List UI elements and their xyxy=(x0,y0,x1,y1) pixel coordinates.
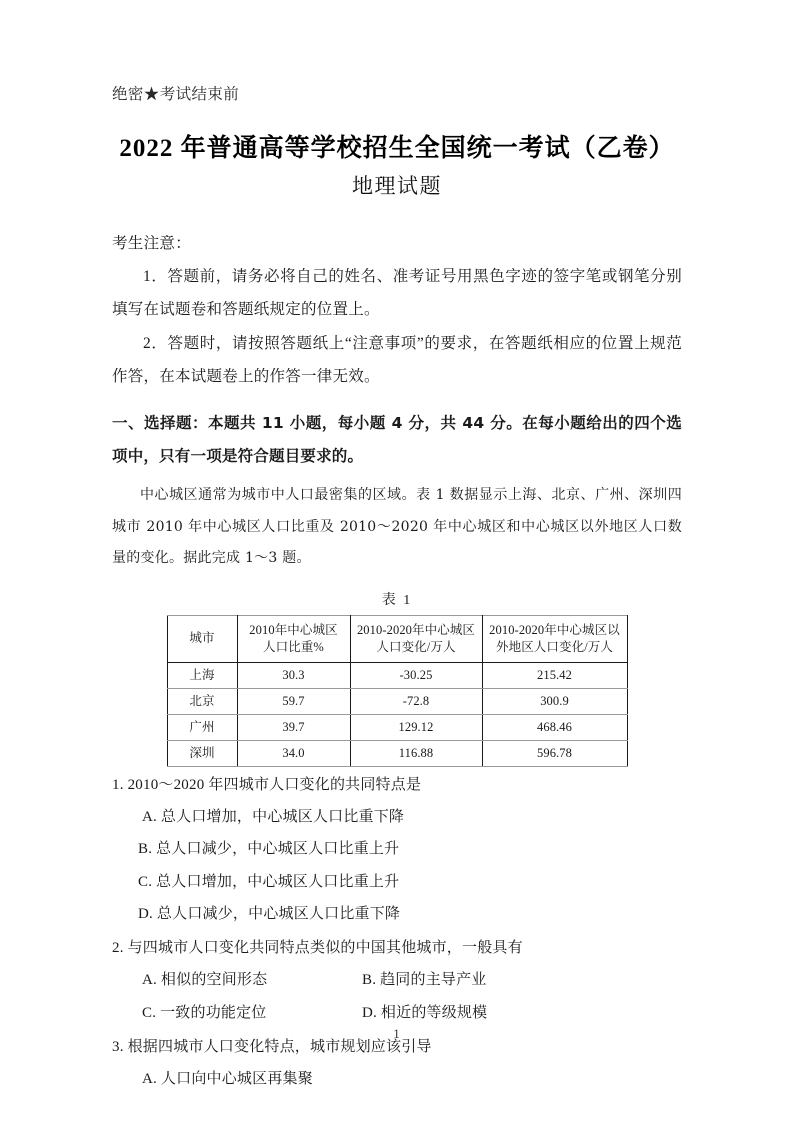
notice-label: 考生注意： xyxy=(112,234,192,252)
page-content xyxy=(112,0,682,1095)
question-3-option-a[interactable]: A. 人口向中心城区再集聚 xyxy=(142,1071,313,1088)
section-heading-multiple-choice: 一、选择题：本题共 11 小题，每小题 4 分，共 44 分。在每小题给出的四个选项中，只有一项是符合题目要求的。 xyxy=(112,414,682,465)
question-1 xyxy=(112,769,682,930)
table-cell-ratio: 59.7 xyxy=(237,688,350,714)
table-header-ratio-line2: 人口比重% xyxy=(263,639,324,654)
subject-title: 地理试题 xyxy=(352,174,442,199)
question-1-option-d[interactable]: D. 总人口减少，中心城区人口比重下降 xyxy=(138,905,401,922)
table-row xyxy=(167,662,627,688)
question-2-option-c[interactable]: C. 一致的功能定位 xyxy=(142,1004,267,1021)
table-cell-outer: 215.42 xyxy=(482,662,627,688)
candidate-notice-block xyxy=(112,227,682,394)
table-row xyxy=(167,714,627,740)
question-2-stem: 2. 与四城市人口变化共同特点类似的中国其他城市，一般具有 xyxy=(112,940,523,957)
table-cell-change: -72.8 xyxy=(350,688,482,714)
table-header-change-line1: 2010-2020年中心城区 xyxy=(356,623,476,638)
question-2-option-b[interactable]: B. 趋同的主导产业 xyxy=(362,972,487,989)
page-number: 1 xyxy=(393,1026,400,1041)
table-header-city xyxy=(167,615,237,662)
secrecy-notice: 绝密★考试结束前 xyxy=(112,86,240,103)
table-header-city-line1: 城市 xyxy=(189,631,215,646)
table-cell-outer: 596.78 xyxy=(482,740,627,766)
question-2-option-row-2 xyxy=(112,997,682,1029)
data-table-wrapper xyxy=(112,615,682,767)
question-2 xyxy=(112,932,682,1029)
question-1-option-b[interactable]: B. 总人口减少，中心城区人口比重上升 xyxy=(138,841,400,858)
table-cell-ratio: 39.7 xyxy=(237,714,350,740)
table-cell-ratio: 30.3 xyxy=(237,662,350,688)
table-row xyxy=(167,740,627,766)
table-header-outer-line2: 外地区人口变化/万人 xyxy=(496,639,613,654)
table-cell-city: 广州 xyxy=(167,714,237,740)
table-cell-change: 116.88 xyxy=(350,740,482,766)
table-caption: 表 1 xyxy=(381,592,413,608)
table-header-ratio xyxy=(237,615,350,662)
question-2-option-d[interactable]: D. 相近的等级规模 xyxy=(362,1004,488,1021)
notice-item-2: 2．答题时，请按照答题纸上“注意事项”的要求，在答题纸相应的位置上规范作答，在本试题卷上的作答一律无效。 xyxy=(112,334,682,385)
table-cell-change: 129.12 xyxy=(350,714,482,740)
page-title: 2022 年普通高等学校招生全国统一考试（乙卷） xyxy=(119,134,675,162)
table-cell-outer: 300.9 xyxy=(482,688,627,714)
question-3-stem: 3. 根据四城市人口变化特点，城市规划应该引导 xyxy=(112,1038,432,1055)
table-cell-city: 北京 xyxy=(167,688,237,714)
question-1-option-c[interactable]: C. 总人口增加，中心城区人口比重上升 xyxy=(138,873,400,890)
table-cell-change: -30.25 xyxy=(350,662,482,688)
population-data-table xyxy=(167,615,628,767)
table-header-change xyxy=(350,615,482,662)
reading-passage: 中心城区通常为城市中人口最密集的区域。表 1 数据显示上海、北京、广州、深圳四城市 2010 年中心城区人口比重及 2010～2020 年中心城区和中心城区以外地区人口数量的变化。据此完成 1～3 题。 xyxy=(112,487,682,567)
notice-item-1: 1．答题前，请务必将自己的姓名、准考证号用黑色字迹的签字笔或钢笔分别填写在试题卷和答题纸规定的位置上。 xyxy=(112,268,682,319)
table-cell-city: 上海 xyxy=(167,662,237,688)
table-header-outer-line1: 2010-2020年中心城区以 xyxy=(489,623,620,638)
question-1-stem: 1. 2010～2020 年四城市人口变化的共同特点是 xyxy=(112,776,422,793)
table-cell-outer: 468.46 xyxy=(482,714,627,740)
table-header-ratio-line1: 2010年中心城区 xyxy=(249,623,338,638)
question-1-option-a[interactable]: A. 总人口增加，中心城区人口比重下降 xyxy=(142,809,405,826)
question-2-option-a[interactable]: A. 相似的空间形态 xyxy=(142,972,268,989)
table-cell-city: 深圳 xyxy=(167,740,237,766)
table-cell-ratio: 34.0 xyxy=(237,740,350,766)
table-row xyxy=(167,688,627,714)
table-header-outer xyxy=(482,615,627,662)
table-header-change-line2: 人口变化/万人 xyxy=(376,639,456,654)
question-2-option-row-1 xyxy=(112,964,682,996)
table-header-row xyxy=(167,615,627,662)
